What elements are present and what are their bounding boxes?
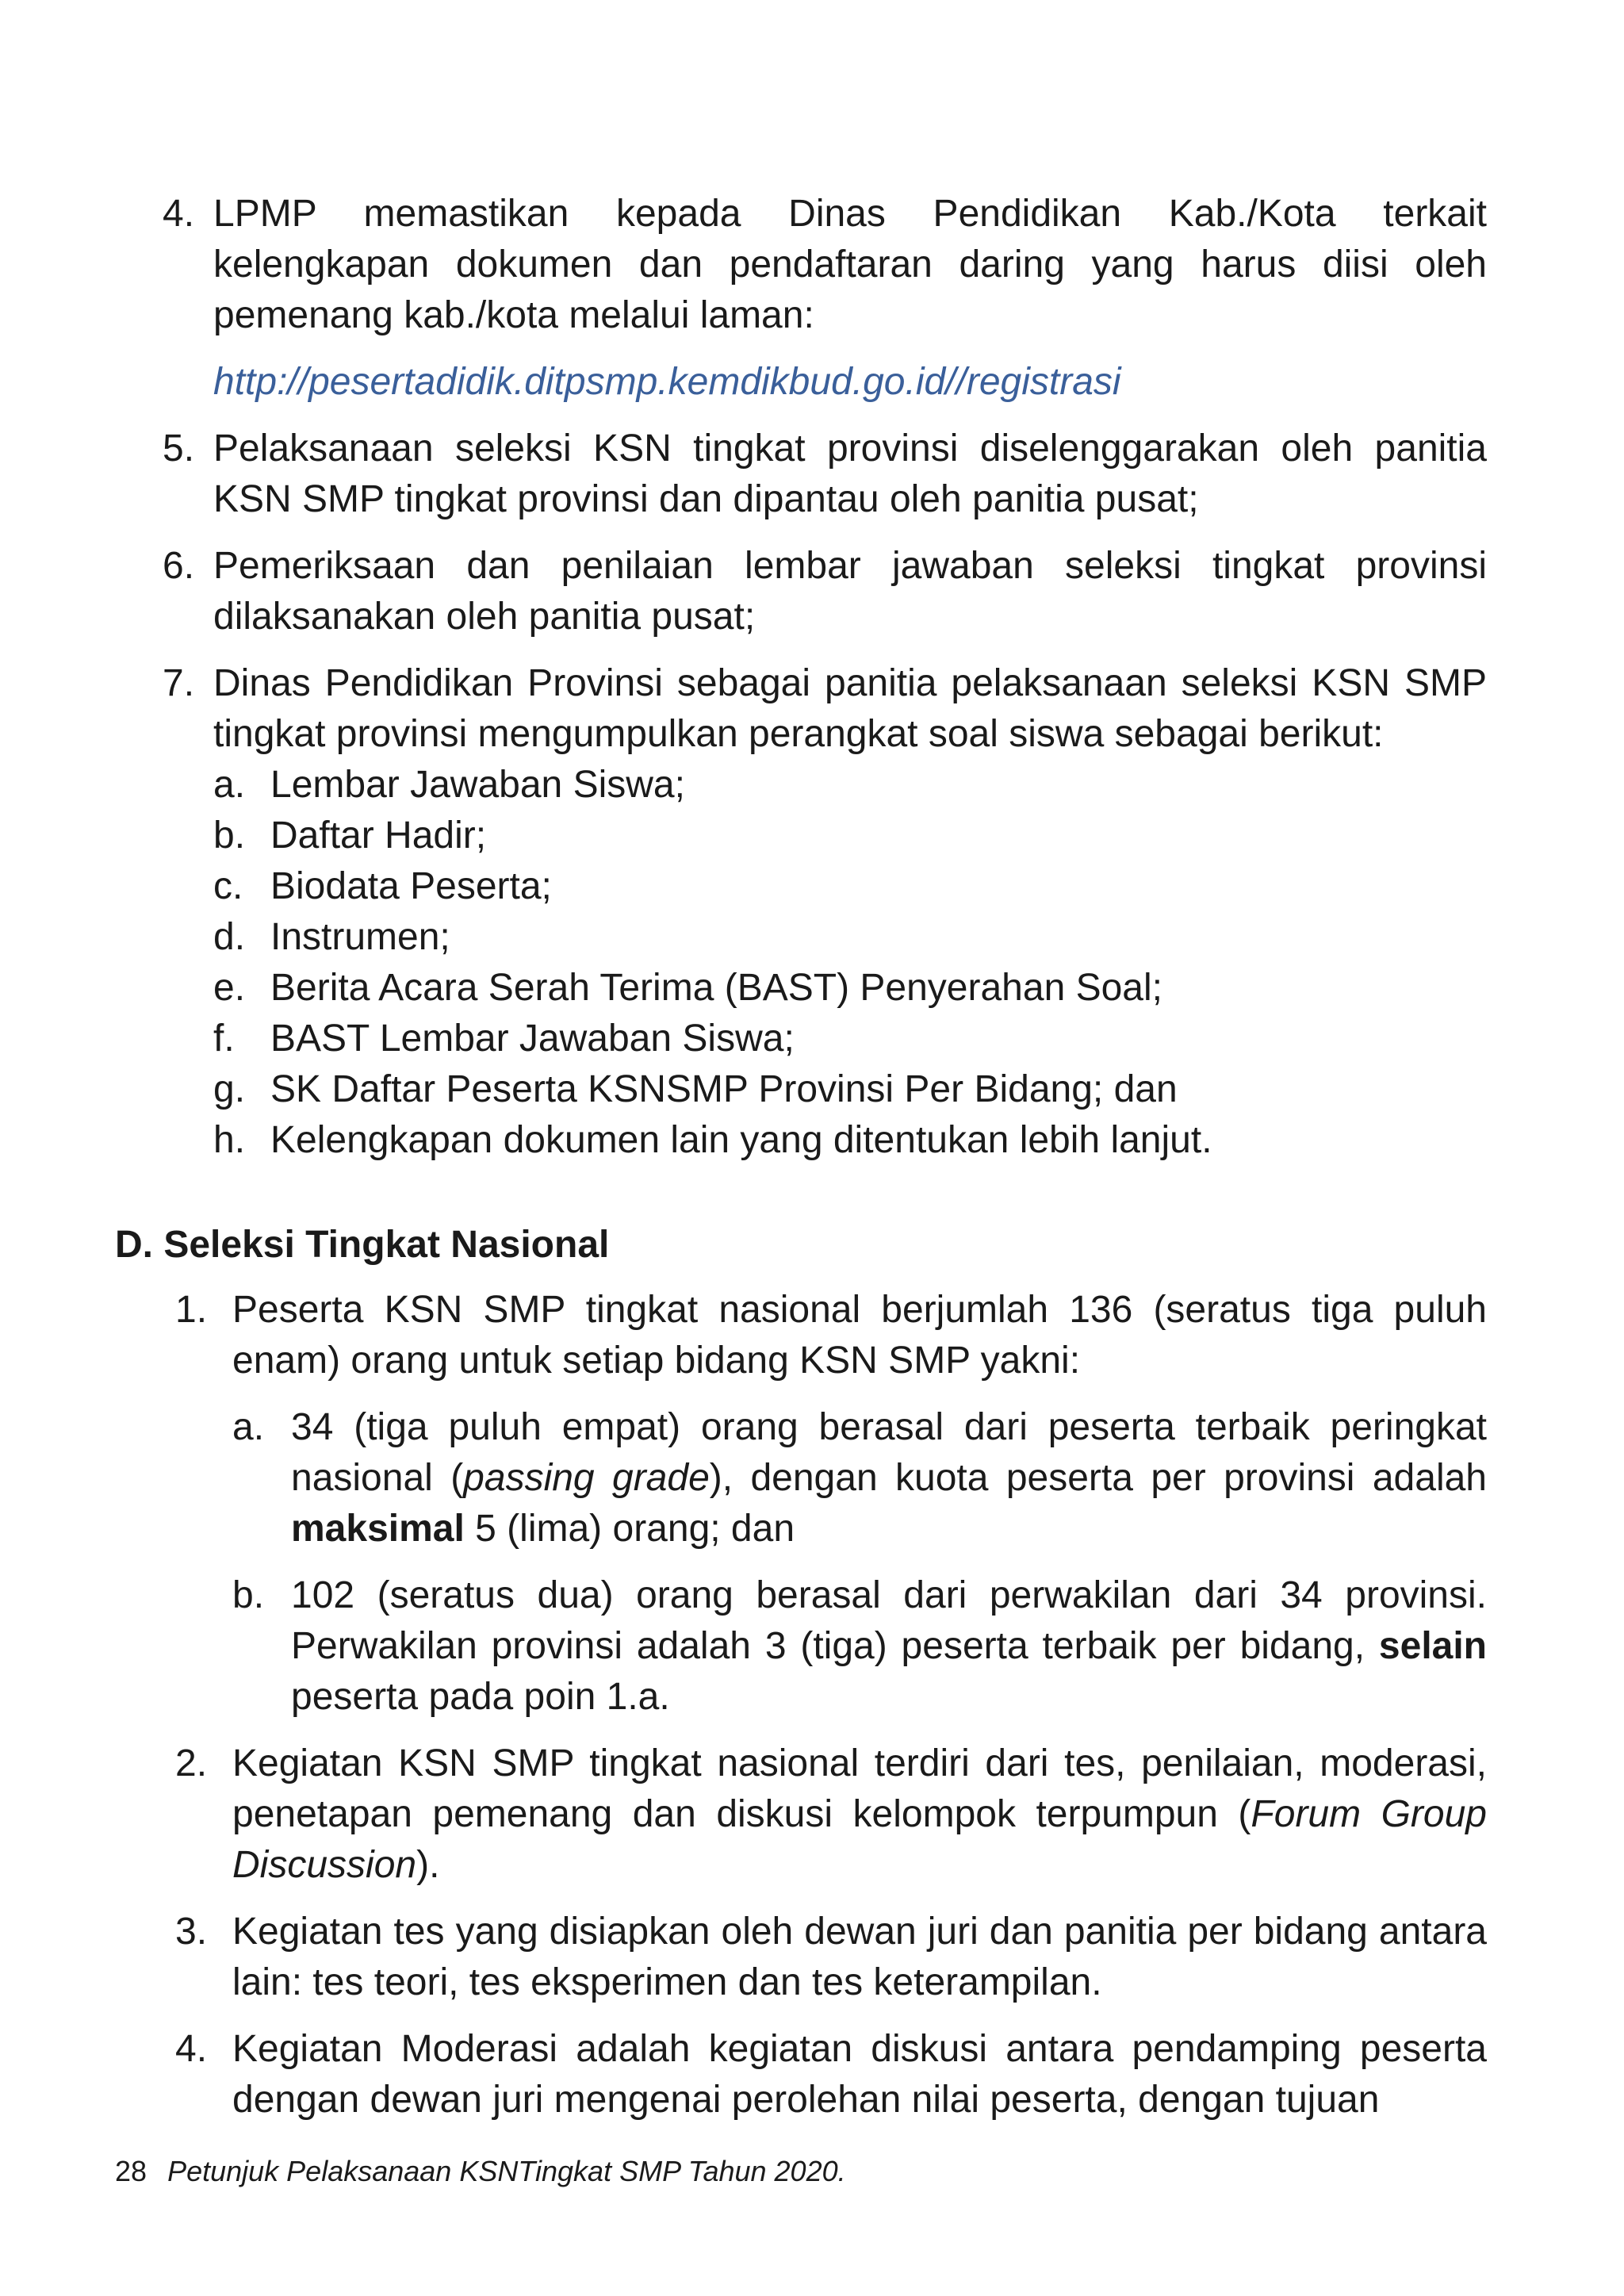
list-number: 4. <box>163 193 195 235</box>
list-item-4 <box>115 189 1487 341</box>
sub-letter: b. <box>232 1574 265 1616</box>
list-text: Kegiatan tes yang disiapkan oleh dewan juri dan panitia per bidang antara lain: tes teori, tes eksperimen dan tes keterampilan. <box>232 1911 1487 2003</box>
sub-text: Lembar Jawaban Siswa; <box>270 764 685 806</box>
list-item-7 <box>115 658 1487 760</box>
sub-letter: a. <box>232 1406 265 1448</box>
sub-letter: a. <box>213 764 246 806</box>
sub-text-part: 102 (seratus dua) orang berasal dari perwakilan dari 34 provinsi. Perwakilan provinsi adalah 3 (tiga) peserta terbaik per bidang, <box>291 1574 1487 1667</box>
sub-list-item-b <box>115 811 1487 861</box>
list-text: Peserta KSN SMP tingkat nasional berjumlah 136 (seratus tiga puluh enam) orang untuk setiap bidang KSN SMP yakni: <box>232 1289 1487 1382</box>
sub-text: Instrumen; <box>270 916 450 958</box>
national-item-2 <box>115 1738 1487 1891</box>
list-number: 3. <box>175 1911 208 1953</box>
list-number: 5. <box>163 427 195 470</box>
list-number: 6. <box>163 545 195 587</box>
national-item-4 <box>115 2024 1487 2125</box>
national-item-3 <box>115 1907 1487 2008</box>
list-item-6 <box>115 541 1487 642</box>
sub-text: Daftar Hadir; <box>270 815 487 857</box>
sub-letter: e. <box>213 967 246 1009</box>
list-text: Dinas Pendidikan Provinsi sebagai panitia pelaksanaan seleksi KSN SMP tingkat provinsi mengumpulkan perangkat soal siswa sebagai berikut: <box>213 662 1487 755</box>
sub-text: Berita Acara Serah Terima (BAST) Penyerahan Soal; <box>270 967 1162 1009</box>
section-heading: D. Seleksi Tingkat Nasional <box>115 1224 610 1266</box>
national-sub-item-a <box>115 1402 1487 1554</box>
sub-list-item-c <box>115 861 1487 912</box>
list-text: LPMP memastikan kepada Dinas Pendidikan Kab./Kota terkait kelengkapan dokumen dan pendaftaran daring yang harus diisi oleh pemenang kab./kota melalui laman: <box>213 193 1487 336</box>
list-text-part: Kegiatan KSN SMP tingkat nasional terdiri dari tes, penilaian, moderasi, penetapan pemenang dan diskusi kelompok terpumpun ( <box>232 1742 1487 1835</box>
bold-term: selain <box>1378 1625 1487 1667</box>
sub-letter: g. <box>213 1068 246 1110</box>
bold-term: maksimal <box>291 1508 465 1550</box>
sub-text: SK Daftar Peserta KSNSMP Provinsi Per Bidang; dan <box>270 1068 1178 1110</box>
list-number: 4. <box>175 2028 208 2070</box>
list-number: 1. <box>175 1289 208 1331</box>
national-sub-item-b <box>115 1570 1487 1723</box>
sub-letter: c. <box>213 865 243 907</box>
sub-list-item-e <box>115 963 1487 1014</box>
sub-list-item-d <box>115 912 1487 963</box>
sub-letter: d. <box>213 916 246 958</box>
registration-link[interactable]: http://pesertadidik.ditpsmp.kemdikbud.go.id//registrasi <box>213 361 1121 403</box>
list-number: 7. <box>163 662 195 704</box>
sub-text-part: 5 (lima) orang; dan <box>464 1508 795 1550</box>
sub-text-part: peserta pada poin 1.a. <box>291 1676 670 1718</box>
sub-text: Kelengkapan dokumen lain yang ditentukan lebih lanjut. <box>270 1119 1212 1161</box>
italic-term: passing grade <box>463 1457 710 1499</box>
sub-list-item-f <box>115 1014 1487 1064</box>
italic-term: Forum Group Discussion <box>232 1793 1488 1886</box>
national-item-1 <box>115 1285 1487 1386</box>
list-item-5 <box>115 424 1487 525</box>
sub-list-item-h <box>115 1115 1487 1166</box>
list-text: Pelaksanaan seleksi KSN tingkat provinsi diselenggarakan oleh panitia KSN SMP tingkat provinsi dan dipantau oleh panitia pusat; <box>213 427 1487 520</box>
sub-text: Biodata Peserta; <box>270 865 552 907</box>
sub-list <box>115 760 1487 1166</box>
sub-text: BAST Lembar Jawaban Siswa; <box>270 1018 795 1060</box>
page-number: 28 <box>115 2155 147 2187</box>
page-content <box>115 189 1487 2125</box>
sub-letter: b. <box>213 815 246 857</box>
sub-text-part: ), dengan kuota peserta per provinsi adalah <box>709 1457 1487 1499</box>
footer-title: Petunjuk Pelaksanaan KSNTingkat SMP Tahun 2020. <box>167 2155 846 2187</box>
list-text: Pemeriksaan dan penilaian lembar jawaban seleksi tingkat provinsi dilaksanakan oleh panitia pusat; <box>213 545 1487 638</box>
sub-list-item-a <box>115 760 1487 811</box>
list-number: 2. <box>175 1742 208 1784</box>
sub-list-item-g <box>115 1064 1487 1115</box>
list-text: Kegiatan Moderasi adalah kegiatan diskusi antara pendamping peserta dengan dewan juri mengenai perolehan nilai peserta, dengan tujuan <box>232 2028 1487 2121</box>
list-text-part: ). <box>416 1844 440 1886</box>
sub-text-part: 34 (tiga puluh empat) orang berasal dari peserta terbaik peringkat nasional ( <box>291 1406 1487 1499</box>
page-footer <box>115 2153 846 2190</box>
sub-letter: h. <box>213 1119 246 1161</box>
sub-letter: f. <box>213 1018 235 1060</box>
